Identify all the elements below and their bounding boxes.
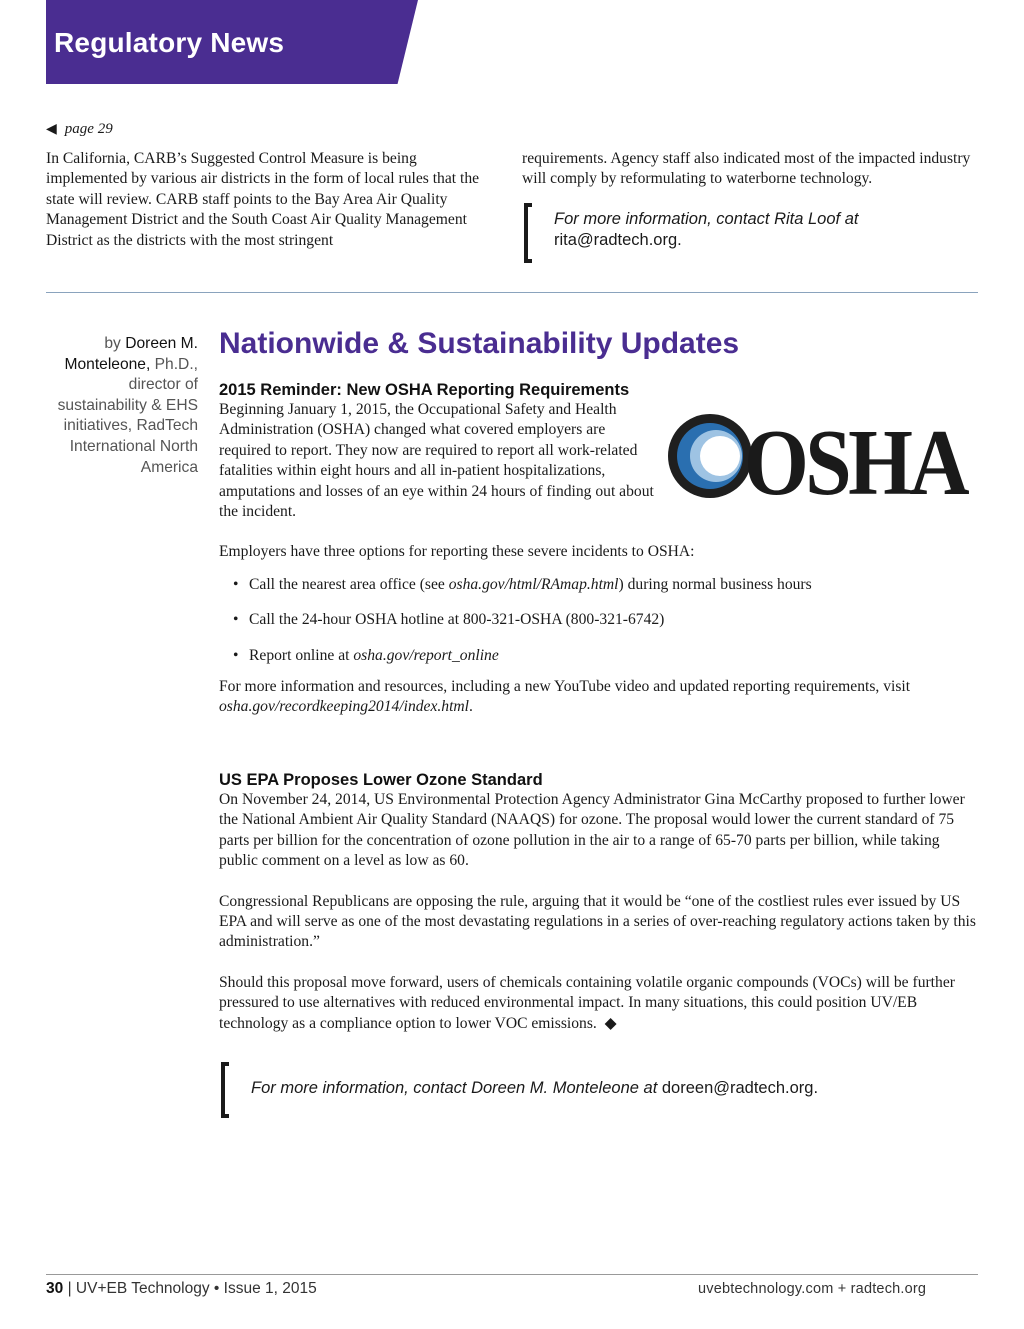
carb-contact-prefix: For more information, contact Rita Loof at <box>554 210 859 228</box>
osha-options-list <box>219 575 979 666</box>
section-divider <box>46 292 978 293</box>
bracket-icon <box>524 203 532 263</box>
carb-contact-email[interactable]: rita@radtech.org. <box>554 231 682 249</box>
section-title: Regulatory News <box>54 27 285 58</box>
osha-recordkeeping-link[interactable]: osha.gov/recordkeeping2014/index.html <box>219 698 470 716</box>
footer-publication: 30 | UV+EB Technology • Issue 1, 2015 <box>46 1280 317 1297</box>
epa-para-3: Should this proposal move forward, users of chemicals containing volatile organic compounds (VOCs) will be further pressured to use alternatives with reduced environmental impact. In many situations, this could position UV/EB technology as a compliance option to lower VOC emissions. ◆ <box>219 973 955 1032</box>
page-number: 30 <box>46 1280 64 1297</box>
byline-name: Doreen M. Monteleone, <box>64 335 198 373</box>
article-body <box>219 380 979 1034</box>
list-item: • Call the 24-hour OSHA hotline at 800-321-OSHA (800-321-6742) <box>233 610 979 630</box>
osha-para-1: Beginning January 1, 2015, the Occupational Safety and Health Administration (OSHA) changed what covered employers are required to report. They now are required to report all work-related fatalities within eight hours and all in-patient hospitalizations, amputations and losses of an eye within 24 hours of finding out about the incident. <box>219 401 654 521</box>
epa-contact-prefix: For more information, contact Doreen M. Monteleone at <box>251 1079 658 1097</box>
byline-by: by <box>104 335 121 352</box>
osha-map-link[interactable]: osha.gov/html/RAmap.html <box>448 575 619 593</box>
carb-column-2: requirements. Agency staff also indicated most of the impacted industry will comply by reformulating to waterborne technology. <box>522 150 971 188</box>
left-triangle-icon: ◀ <box>46 122 57 137</box>
byline-title: Ph.D., director of sustainability & EHS initiatives, RadTech International North America <box>57 355 198 476</box>
footer-sites[interactable]: uvebtechnology.com + radtech.org <box>698 1281 927 1297</box>
list-item: • Call the nearest area office (see osha.gov/html/RAmap.html) during normal business hours <box>233 575 979 595</box>
epa-subhead: US EPA Proposes Lower Ozone Standard <box>219 770 543 789</box>
continued-page-label: page 29 <box>64 121 113 137</box>
carb-column-1: In California, CARB’s Suggested Control Measure is being implemented by various air districts in the form of local rules that the state will review. CARB staff points to the Bay Area Air Quality Management District and the South Coast Air Quality Management District as the districts with the most stringent <box>46 150 480 249</box>
epa-para-2: Congressional Republicans are opposing the rule, arguing that it would be “one of the costliest rules ever issued by US EPA and will serve as one of the most devastating regulations in a series of over-reaching regulatory actions taken by this administration.” <box>219 892 976 951</box>
osha-para-2: Employers have three options for reporting these severe incidents to OSHA: <box>219 543 695 561</box>
bracket-icon <box>221 1062 229 1118</box>
osha-subhead: 2015 Reminder: New OSHA Reporting Requirements <box>219 381 630 399</box>
osha-para-3: For more information and resources, including a new YouTube video and updated reporting requirements, visit osha.gov/recordkeeping2014/index.html. <box>219 678 911 716</box>
continued-from <box>46 121 113 138</box>
byline <box>40 334 198 478</box>
article-headline: Nationwide & Sustainability Updates <box>219 327 740 360</box>
epa-para-1: On November 24, 2014, US Environmental Protection Agency Administrator Gina McCarthy proposed to further lower the National Ambient Air Quality Standard (NAAQS) for ozone. The proposal would lower the current standard of 75 parts per billion for the concentration of ozone pollution in the air to a range of 65-70 parts per billion, while taking public comment on a level as low as 60. <box>219 790 965 870</box>
epa-contact-email[interactable]: doreen@radtech.org. <box>661 1079 819 1097</box>
footer-divider <box>46 1274 978 1275</box>
end-diamond-icon: ◆ <box>604 1014 617 1032</box>
publication-name: UV+EB Technology • Issue 1, 2015 <box>75 1280 317 1297</box>
list-item: • Report online at osha.gov/report_online <box>233 646 979 666</box>
osha-report-link[interactable]: osha.gov/report_online <box>353 646 499 664</box>
osha-logo-text: OSHA <box>744 411 970 502</box>
